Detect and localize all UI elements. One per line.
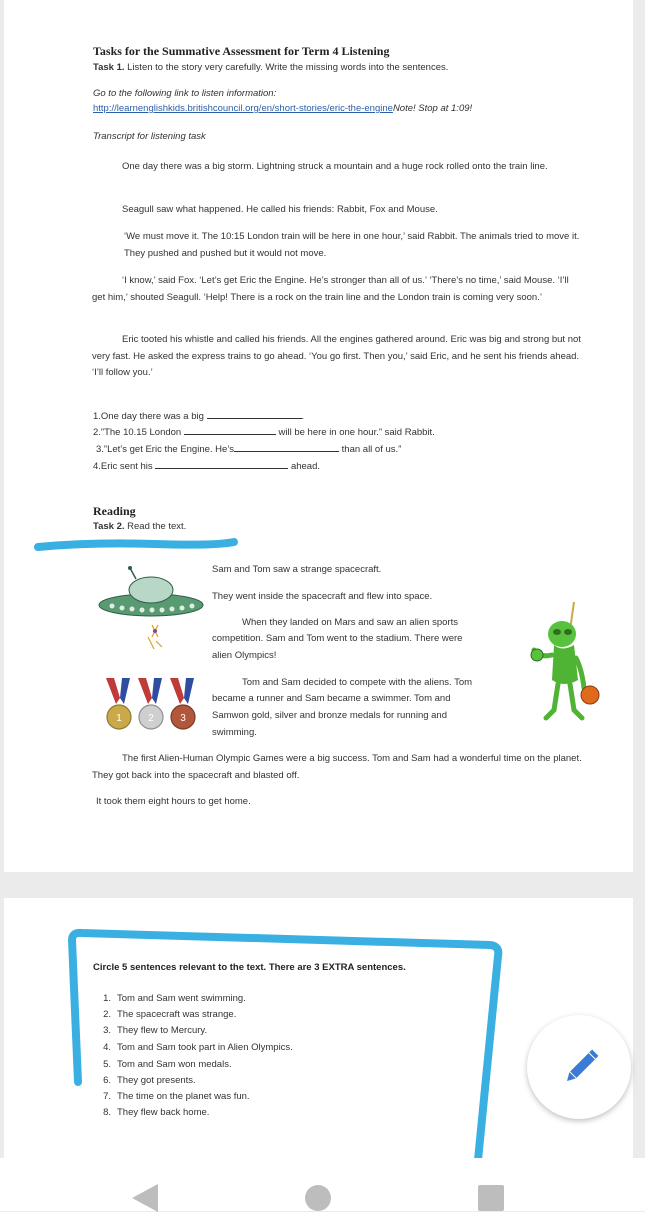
medals-illustration (100, 676, 202, 734)
task2-text: Read the text. (127, 521, 187, 532)
task1-label: Task 1. (93, 62, 125, 73)
task1-line (93, 62, 448, 73)
stop-note: Note! Stop at 1:09! (392, 103, 473, 114)
reading-line: When they landed on Mars and saw an alien sports (242, 617, 458, 628)
list-item[interactable]: 2. The spacecraft was strange. (103, 1009, 237, 1020)
alien-illustration (524, 600, 604, 725)
gap-sentence-1: 1.One day there was a big . (93, 411, 305, 422)
edit-fab-button[interactable] (527, 1015, 631, 1119)
answer-blank[interactable] (155, 459, 288, 469)
transcript-paragraph: ‘We must move it. The 10:15 London train will be here in one hour,’ said Rabbit. The animals tried to move it. They pushed and pushed but it would not move. (124, 231, 580, 259)
reading-line: Samwon gold, silver and bronze medals for running and (212, 710, 447, 721)
task2-line (93, 521, 186, 532)
reading-line: became a runner and Sam became a swimmer. Tom and (212, 693, 451, 704)
pencil-edit-icon (527, 1015, 631, 1119)
recents-square-icon[interactable] (477, 1184, 505, 1212)
reading-last-line: It took them eight hours to get home. (96, 796, 251, 807)
transcript-paragraph: Eric tooted his whistle and called his friends. All the engines gathered around. Eric was big and strong but not very fast. He asked the express trains to go ahead. ‘You go first. Then you,’ said Eric, and he sent his friends ahead. ‘I’ll follow you.’ (92, 334, 581, 378)
reading-line: competition. Sam and Tom went to the stadium. There were (212, 633, 463, 644)
reading-paragraph: The first Alien-Human Olympic Games were a big success. Tom and Sam had a wonderful time on the planet. They got back into the spacecraft and blasted off. (92, 753, 582, 781)
reading-title: Reading (93, 504, 136, 518)
transcript-paragraph: ‘I know,’ said Fox. ‘Let’s get Eric the Engine. He’s stronger than all of us.’ ‘There’s no time,’ said Mouse. ‘I’ll get him,’ shouted Seagull. ‘Help! There is a rock on the train line and the London train is coming very soon.’ (92, 275, 569, 303)
answer-blank[interactable] (184, 425, 276, 435)
list-item[interactable]: 5. Tom and Sam won medals. (103, 1059, 232, 1070)
answer-blank[interactable] (234, 442, 339, 452)
list-item[interactable]: 1. Tom and Sam went swimming. (103, 993, 246, 1004)
reading-line: They went inside the spacecraft and flew into space. (212, 591, 433, 602)
spacecraft-illustration (96, 565, 206, 660)
gap-sentence-4: 4.Eric sent his ahead. (93, 461, 321, 472)
transcript-paragraph: One day there was a big storm. Lightning struck a mountain and a huge rock rolled onto the train line. (122, 161, 548, 172)
bronze-medal-label: 3 (180, 713, 186, 724)
answer-blank[interactable] (207, 409, 302, 419)
transcript-paragraph: Seagull saw what happened. He called his friends: Rabbit, Fox and Mouse. (122, 204, 438, 215)
gap-sentence-2: 2.”The 10.15 London will be here in one hour.” said Rabbit. (93, 427, 435, 438)
reading-line: swimming. (212, 727, 257, 738)
list-item[interactable]: 7. The time on the planet was fun. (103, 1091, 250, 1102)
list-item[interactable]: 3. They flew to Mercury. (103, 1025, 208, 1036)
highlighter-stroke (34, 536, 239, 554)
circle-heading: Circle 5 sentences relevant to the text. There are 3 EXTRA sentences. (93, 962, 406, 973)
link-line (93, 103, 472, 114)
list-item[interactable]: 6. They got presents. (103, 1075, 196, 1086)
list-item[interactable]: 4. Tom and Sam took part in Alien Olympics. (103, 1042, 293, 1053)
story-link[interactable]: http://learnenglishkids.britishcouncil.org/en/short-stories/eric-the-engine (93, 103, 393, 114)
reading-line: Tom and Sam decided to compete with the aliens. Tom (242, 677, 473, 688)
silver-medal-label: 2 (148, 713, 154, 724)
reading-line: Sam and Tom saw a strange spacecraft. (212, 564, 382, 575)
gap-sentence-3: 3.”Let’s get Eric the Engine. He’s than all of us.” (96, 444, 402, 455)
navigation-bar (0, 1158, 645, 1211)
document-page-1 (4, 0, 633, 872)
task1-text: Listen to the story very carefully. Write the missing words into the sentences. (127, 62, 449, 73)
back-triangle-icon[interactable] (130, 1184, 160, 1212)
list-item[interactable]: 8. They flew back home. (103, 1107, 210, 1118)
transcript-heading: Transcript for listening task (93, 131, 206, 142)
gold-medal-label: 1 (116, 713, 122, 724)
goto-text: Go to the following link to listen information: (93, 88, 277, 99)
task2-label: Task 2. (93, 521, 125, 532)
reading-line: alien Olympics! (212, 650, 277, 661)
home-circle-icon[interactable] (304, 1184, 332, 1212)
listening-title: Tasks for the Summative Assessment for Term 4 Listening (93, 44, 390, 58)
